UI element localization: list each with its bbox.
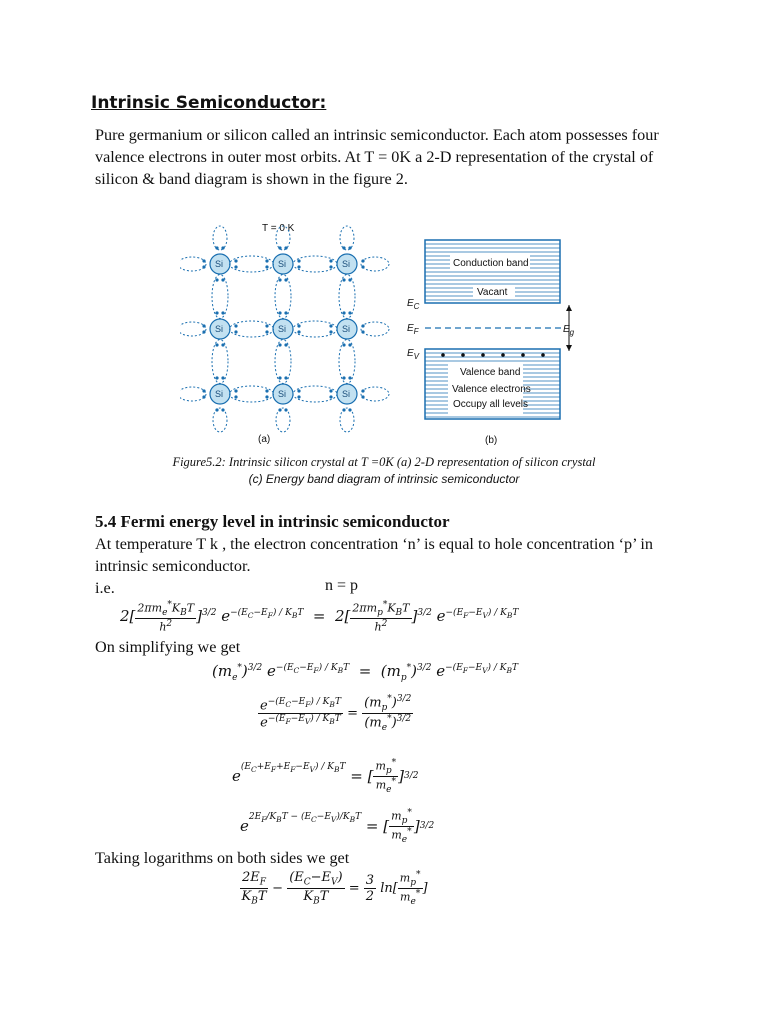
electron-dot: [215, 278, 218, 281]
electron-dot: [297, 330, 300, 333]
electron-dot: [234, 324, 237, 327]
electron-dot: [278, 376, 281, 379]
si-atom-label: Si: [215, 324, 224, 334]
electron-dot: [297, 395, 300, 398]
electron-dot: [361, 324, 364, 327]
si-atom-label: Si: [278, 389, 287, 399]
electron-dot: [284, 278, 287, 281]
valence-electron-dot: [501, 353, 505, 357]
si-atom-label: Si: [342, 389, 351, 399]
silicon-crystal-diagram: [180, 218, 390, 448]
electron-dot: [361, 330, 364, 333]
valence-electron-dot: [481, 353, 485, 357]
valence-electron-dot: [441, 353, 445, 357]
valence-band-label: Valence band: [460, 367, 521, 378]
equation-1: 2[ $\frac{2\pi m_e^*K_BT}{h^2}$ ]$^{3/2}$ $e^{-(E_C-E_F) / K_BT} = 2$[ $\frac{2\pi m_p^*K_BT}{h^2}$ ]$^{3/2}$ $e^{-(E_F-E_V) / K_BT}$: [120, 600, 519, 634]
bond-v: [275, 275, 291, 319]
section-title: 5.4 Fermi energy level in intrinsic semiconductor: [95, 512, 450, 531]
electron-dot: [342, 278, 345, 281]
si-atom-label: Si: [342, 324, 351, 334]
bond-edge: [340, 408, 354, 432]
electron-dot: [202, 330, 205, 333]
electron-dot: [221, 311, 224, 314]
electron-dot: [278, 343, 281, 346]
electron-dot: [297, 259, 300, 262]
intro-line-1: Pure germanium or silicon called an intrinsic semiconductor. Each atom possesses four: [95, 126, 659, 144]
page-heading: Intrinsic Semiconductor:: [91, 93, 327, 113]
ec-label: $E_C$: [407, 298, 420, 311]
electron-dot: [215, 376, 218, 379]
equation-5: e $^{2E_F /K_B T - (E_C -E_V )/K_B T}$ = [ $\frac{m_p^*}{m_e^*}$ ] 3/2: [240, 808, 435, 845]
ev-label: $E_V$: [407, 348, 420, 361]
bond-v: [212, 340, 228, 384]
electron-dot: [278, 311, 281, 314]
energy-band-diagram: [403, 235, 588, 448]
electron-dot: [329, 330, 332, 333]
temp-label: T = 0 K: [262, 223, 295, 234]
bond-edge: [213, 226, 227, 250]
electron-dot: [278, 246, 281, 249]
section-line-2: intrinsic semiconductor.: [95, 557, 251, 575]
electron-dot: [221, 408, 224, 411]
bond-h: [293, 256, 337, 272]
eg-arrow-down: [566, 345, 572, 351]
bond-v: [339, 275, 355, 319]
electron-dot: [361, 395, 364, 398]
bond-v: [275, 340, 291, 384]
si-atom-label: Si: [215, 259, 224, 269]
electron-dot: [234, 265, 237, 268]
electron-dot: [342, 311, 345, 314]
electron-dot: [221, 343, 224, 346]
bond-edge: [361, 322, 389, 336]
electron-dot: [202, 265, 205, 268]
figure-a-label: (a): [258, 434, 271, 445]
bond-edge: [361, 387, 389, 401]
bond-edge: [180, 257, 206, 271]
electron-dot: [234, 389, 237, 392]
lattice: [180, 226, 389, 432]
bond-edge: [213, 408, 227, 432]
electron-dot: [215, 246, 218, 249]
electron-dot: [361, 259, 364, 262]
eg-arrow-up: [566, 305, 572, 311]
equation-3: $\frac{e^{-(E_C-E_F) / K_BT}}{e^{-(E_F-E_V) / K_BT}}$ = $\frac{(m_p^*)^{3/2}}{(m_e^*)^{3/2}}$: [260, 694, 412, 733]
si-atom-label: Si: [278, 259, 287, 269]
electron-dot: [265, 330, 268, 333]
electron-dot: [202, 395, 205, 398]
electron-dot: [265, 265, 268, 268]
electron-dot: [215, 311, 218, 314]
electron-dot: [342, 343, 345, 346]
electron-dot: [284, 408, 287, 411]
electron-dot: [278, 408, 281, 411]
n-equals-p: n = p: [325, 577, 359, 594]
intro-line-3: silicon & band diagram is shown in the figure 2.: [95, 170, 408, 188]
electron-dot: [342, 408, 345, 411]
electron-dot: [221, 278, 224, 281]
electron-dot: [278, 278, 281, 281]
occupy-label: Occupy all levels: [453, 399, 529, 410]
conduction-band-label: Conduction band: [453, 258, 529, 269]
intro-paragraph: [95, 124, 675, 190]
section-line-1: At temperature T k , the electron concentration ‘n’ is equal to hole concentration ‘p’ in: [95, 535, 653, 553]
bond-edge: [340, 226, 354, 250]
figure-b-label: (b): [485, 435, 498, 446]
electron-dot: [234, 395, 237, 398]
bond-h: [230, 321, 274, 337]
figure-caption-1: Figure5.2: Intrinsic silicon crystal at T =0K (a) 2-D representation of silicon crystal: [172, 455, 596, 469]
electron-dot: [348, 278, 351, 281]
electron-dot: [329, 265, 332, 268]
si-atom-label: Si: [278, 324, 287, 334]
electron-dot: [284, 343, 287, 346]
electron-dot: [265, 389, 268, 392]
equation-2: $(m_e^*)^{3/2}$ $e^{-(E_C-E_F) / K_BT} = (m_p^*)^{3/2}$ $e^{-(E_F-E_V) / K_BT}$: [212, 662, 519, 683]
ef-label: $E_F$: [407, 323, 419, 336]
si-atom-label: Si: [215, 389, 224, 399]
electron-dot: [297, 265, 300, 268]
section-paragraph: [95, 533, 675, 577]
si-atom-label: Si: [342, 259, 351, 269]
electron-dot: [284, 311, 287, 314]
electron-dot: [202, 259, 205, 262]
electron-dot: [202, 389, 205, 392]
electron-dot: [265, 395, 268, 398]
electron-dot: [342, 246, 345, 249]
bond-h: [293, 321, 337, 337]
valence-electrons-label: Valence electrons: [452, 384, 531, 395]
equation-6: $\frac{2E_F}{K_BT}$ − $\frac{(E_C-E_V)}{K_BT}$ = $\frac{3}{2}$ ln[ $\frac{m_p^*}{m_e^*}$ ]: [241, 870, 428, 907]
bond-v: [212, 275, 228, 319]
ie-label: i.e.: [95, 579, 115, 597]
bond-h: [230, 256, 274, 272]
electron-dot: [215, 408, 218, 411]
valence-electron-dot: [461, 353, 465, 357]
bond-v: [339, 340, 355, 384]
equation-4: e $^{(E_C +E_F +E_F -E_V ) / K_B T}$ = [ $\frac{m_p^*}{m_e^*}$ ] 3/2: [232, 758, 419, 795]
electron-dot: [221, 246, 224, 249]
bond-edge: [180, 387, 206, 401]
logarithm-text: Taking logarithms on both sides we get: [95, 849, 350, 867]
electron-dot: [297, 389, 300, 392]
electron-dot: [265, 324, 268, 327]
bond-edge: [180, 322, 206, 336]
electron-dot: [348, 376, 351, 379]
electron-dot: [361, 389, 364, 392]
eg-label: $E_g$: [563, 324, 575, 337]
electron-dot: [297, 324, 300, 327]
electron-dot: [348, 408, 351, 411]
electron-dot: [215, 343, 218, 346]
electron-dot: [342, 376, 345, 379]
electron-dot: [221, 376, 224, 379]
vacant-label: Vacant: [477, 287, 508, 298]
bond-edge: [361, 257, 389, 271]
electron-dot: [202, 324, 205, 327]
bond-h: [230, 386, 274, 402]
electron-dot: [329, 259, 332, 262]
electron-dot: [265, 259, 268, 262]
electron-dot: [348, 311, 351, 314]
bond-h: [293, 386, 337, 402]
electron-dot: [329, 395, 332, 398]
electron-dot: [284, 376, 287, 379]
electron-dot: [234, 259, 237, 262]
electron-dot: [348, 246, 351, 249]
electron-dot: [329, 324, 332, 327]
bond-edge: [276, 408, 290, 432]
electron-dot: [348, 343, 351, 346]
electron-dot: [361, 265, 364, 268]
electron-dot: [234, 330, 237, 333]
electron-dot: [329, 389, 332, 392]
valence-electron-dot: [521, 353, 525, 357]
figure-caption-2: (c) Energy band diagram of intrinsic semiconductor: [248, 472, 520, 486]
electron-dot: [284, 246, 287, 249]
intro-line-2: valence electrons in outer most orbits. At T = 0K a 2-D representation of the crystal of: [95, 148, 654, 166]
valence-electron-dot: [541, 353, 545, 357]
simplify-text: On simplifying we get: [95, 638, 241, 656]
